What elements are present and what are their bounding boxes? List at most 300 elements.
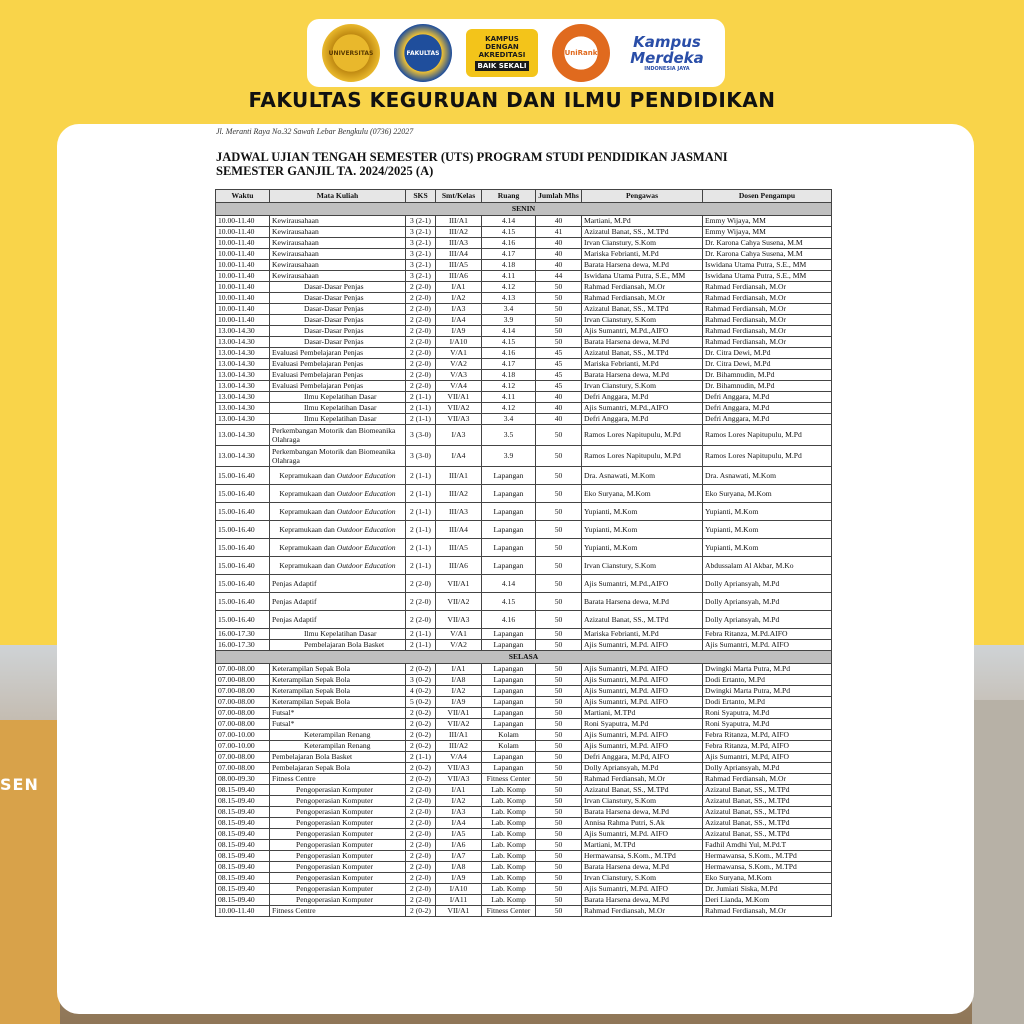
table-cell: Barata Harsena dewa, M.Pd [582, 862, 703, 873]
table-cell: Fitness Center [482, 774, 536, 785]
table-cell: Lapangan [482, 503, 536, 521]
table-cell: V/A2 [436, 640, 482, 651]
table-cell: Lapangan [482, 708, 536, 719]
table-cell: 50 [536, 326, 582, 337]
table-cell: Rahmad Ferdiansah, M.Or [703, 304, 832, 315]
table-cell: 4.15 [482, 227, 536, 238]
table-row [216, 260, 832, 271]
table-row [216, 851, 832, 862]
table-cell: Yupianti, M.Kom [582, 503, 703, 521]
table-cell: 45 [536, 370, 582, 381]
table-row [216, 271, 832, 282]
table-cell: I/A8 [436, 862, 482, 873]
table-cell: III/A1 [436, 467, 482, 485]
table-cell: 2 (0-2) [406, 730, 436, 741]
table-row [216, 370, 832, 381]
table-cell: Kewirausahaan [270, 216, 406, 227]
table-cell: 50 [536, 282, 582, 293]
table-cell: 2 (1-1) [406, 752, 436, 763]
table-cell: Pengoperasian Komputer [270, 840, 406, 851]
table-cell: 13.00-14.30 [216, 414, 270, 425]
table-cell: 50 [536, 539, 582, 557]
address: Jl. Meranti Raya No.32 Sawah Lebar Bengkulu (0736) 22027 [216, 127, 414, 136]
table-cell: 15.00-16.40 [216, 521, 270, 539]
table-cell: III/A2 [436, 485, 482, 503]
table-cell: 4.18 [482, 370, 536, 381]
table-cell: Azizatul Banat, SS., M.TPd [703, 785, 832, 796]
table-cell: I/A2 [436, 796, 482, 807]
table-cell: Mariska Febrianti, M.Pd [582, 629, 703, 640]
table-cell: Irvan Cianstury, S.Kom [582, 238, 703, 249]
table-cell: Kepramukaan dan Outdoor Education [270, 503, 406, 521]
table-cell: Defri Anggara, M.Pd [582, 414, 703, 425]
table-cell: Evaluasi Pembelajaran Penjas [270, 359, 406, 370]
table-cell: I/A1 [436, 785, 482, 796]
table-cell: Ajis Sumantri, M.Pd. AIFO [582, 640, 703, 651]
table-cell: 41 [536, 227, 582, 238]
table-cell: III/A2 [436, 741, 482, 752]
table-cell: 10.00-11.40 [216, 315, 270, 326]
document-title-line2: SEMESTER GANJIL TA. 2024/2025 (A) [216, 164, 434, 178]
table-row [216, 730, 832, 741]
table-cell: Pengoperasian Komputer [270, 873, 406, 884]
table-cell: Iswidana Utama Putra, S.E., MM [703, 271, 832, 282]
table-cell: V/A4 [436, 381, 482, 392]
table-cell: 5 (0-2) [406, 697, 436, 708]
table-body [216, 203, 832, 917]
table-cell: 10.00-11.40 [216, 238, 270, 249]
table-cell: 4 (0-2) [406, 686, 436, 697]
table-cell: 15.00-16.40 [216, 503, 270, 521]
table-row [216, 425, 832, 446]
table-cell: Dra. Asnawati, M.Kom [703, 467, 832, 485]
table-cell: Futsal* [270, 719, 406, 730]
table-cell: 40 [536, 260, 582, 271]
exam-schedule-table [215, 189, 832, 917]
table-cell: Dasar-Dasar Penjas [270, 326, 406, 337]
table-cell: 07.00-08.00 [216, 708, 270, 719]
table-cell: 50 [536, 730, 582, 741]
table-row [216, 304, 832, 315]
table-cell: 2 (1-1) [406, 403, 436, 414]
table-cell: 4.12 [482, 381, 536, 392]
table-cell: Ajis Sumantri, M.Pd.,AIFO [582, 575, 703, 593]
table-cell: 4.13 [482, 293, 536, 304]
table-cell: Keterampilan Sepak Bola [270, 686, 406, 697]
table-cell: 50 [536, 593, 582, 611]
table-cell: 50 [536, 862, 582, 873]
table-cell: Lapangan [482, 485, 536, 503]
table-cell: Fitness Centre [270, 906, 406, 917]
table-cell: 50 [536, 686, 582, 697]
table-cell: 50 [536, 719, 582, 730]
background-building [0, 720, 60, 1024]
table-cell: VII/A3 [436, 763, 482, 774]
table-cell: Ajis Sumantri, M.Pd. AIFO [582, 675, 703, 686]
column-header: SKS [406, 190, 436, 203]
table-cell: Lab. Komp [482, 840, 536, 851]
table-cell: Lapangan [482, 719, 536, 730]
table-cell: 4.12 [482, 403, 536, 414]
table-cell: Dasar-Dasar Penjas [270, 315, 406, 326]
table-cell: 50 [536, 629, 582, 640]
table-cell: Lapangan [482, 539, 536, 557]
table-cell: Ajis Sumantri, M.Pd. AIFO [582, 697, 703, 708]
table-cell: 40 [536, 238, 582, 249]
table-cell: Dra. Asnawati, M.Kom [582, 467, 703, 485]
table-cell: 2 (2-0) [406, 796, 436, 807]
table-cell: 50 [536, 763, 582, 774]
table-cell: 13.00-14.30 [216, 348, 270, 359]
table-cell: 50 [536, 337, 582, 348]
table-cell: III/A3 [436, 238, 482, 249]
table-cell: Ramos Lores Napitupulu, M.Pd [582, 446, 703, 467]
table-cell: Penjas Adaptif [270, 575, 406, 593]
table-cell: Pengoperasian Komputer [270, 862, 406, 873]
table-cell: 08.15-09.40 [216, 873, 270, 884]
table-cell: Iswidana Utama Putra, S.E., MM [582, 271, 703, 282]
table-cell: 15.00-16.40 [216, 557, 270, 575]
table-cell: Rahmad Ferdiansah, M.Or [703, 315, 832, 326]
table-cell: Dr. Karona Cahya Susena, M.M [703, 249, 832, 260]
table-row [216, 557, 832, 575]
table-cell: Defri Anggara, M.Pd [703, 414, 832, 425]
table-cell: Emmy Wijaya, MM [703, 227, 832, 238]
table-cell: 2 (0-2) [406, 719, 436, 730]
table-cell: Rahmad Ferdiansah, M.Or [703, 337, 832, 348]
table-cell: 50 [536, 640, 582, 651]
university-logo: UNIVERSITAS [322, 24, 380, 82]
table-row [216, 785, 832, 796]
table-cell: Ajis Sumantri, M.Pd. AIFO [582, 829, 703, 840]
table-cell: 40 [536, 216, 582, 227]
table-cell: 08.15-09.40 [216, 884, 270, 895]
table-cell: 4.15 [482, 337, 536, 348]
table-cell: Iswidana Utama Putra, S.E., MM [703, 260, 832, 271]
table-cell: Lab. Komp [482, 873, 536, 884]
table-cell: 3 (2-1) [406, 216, 436, 227]
logo-bar [307, 19, 725, 87]
table-cell: 08.00-09.30 [216, 774, 270, 785]
table-cell: 2 (2-0) [406, 818, 436, 829]
table-row [216, 282, 832, 293]
table-cell: 2 (2-0) [406, 359, 436, 370]
table-cell: 50 [536, 906, 582, 917]
table-cell: 4.17 [482, 359, 536, 370]
table-cell: 13.00-14.30 [216, 326, 270, 337]
table-cell: 08.15-09.40 [216, 895, 270, 906]
table-cell: Defri Anggara, M.Pd [703, 403, 832, 414]
table-cell: Irvan Cianstury, S.Kom [582, 381, 703, 392]
table-cell: V/A1 [436, 348, 482, 359]
table-cell: I/A2 [436, 293, 482, 304]
table-cell: 50 [536, 807, 582, 818]
table-cell: Eko Suryana, M.Kom [703, 873, 832, 884]
table-cell: Kewirausahaan [270, 238, 406, 249]
table-cell: Dasar-Dasar Penjas [270, 304, 406, 315]
table-cell: Evaluasi Pembelajaran Penjas [270, 348, 406, 359]
table-cell: 2 (2-0) [406, 348, 436, 359]
table-cell: 08.15-09.40 [216, 785, 270, 796]
table-cell: V/A3 [436, 370, 482, 381]
table-cell: 4.14 [482, 216, 536, 227]
table-cell: Ajis Sumantri, M.Pd. AIFO [703, 640, 832, 651]
table-cell: Lab. Komp [482, 862, 536, 873]
table-cell: Lab. Komp [482, 829, 536, 840]
table-cell: Pengoperasian Komputer [270, 785, 406, 796]
column-header: Waktu [216, 190, 270, 203]
table-cell: 10.00-11.40 [216, 304, 270, 315]
table-cell: Dodi Ertanto, M.Pd [703, 675, 832, 686]
table-cell: 4.14 [482, 575, 536, 593]
table-row [216, 392, 832, 403]
table-cell: 08.15-09.40 [216, 829, 270, 840]
table-cell: 2 (2-0) [406, 575, 436, 593]
day-label: SELASA [216, 651, 832, 664]
table-cell: Azizatul Banat, SS., M.TPd [582, 227, 703, 238]
accreditation-logo: KAMPUS DENGAN AKREDITASI BAIK SEKALI [466, 29, 538, 77]
table-cell: Martiani, M.Pd [582, 216, 703, 227]
table-cell: I/A9 [436, 326, 482, 337]
table-cell: Hermawansa, S.Kom., M.TPd [582, 851, 703, 862]
table-cell: 2 (2-0) [406, 884, 436, 895]
table-cell: Irvan Cianstury, S.Kom [582, 873, 703, 884]
table-cell: 3.9 [482, 315, 536, 326]
table-row [216, 675, 832, 686]
table-cell: Ilmu Kepelatihan Dasar [270, 403, 406, 414]
table-cell: I/A8 [436, 675, 482, 686]
table-cell: III/A1 [436, 216, 482, 227]
table-cell: Ajis Sumantri, M.Pd. AIFO [582, 664, 703, 675]
table-cell: 08.15-09.40 [216, 796, 270, 807]
unirank-logo: UniRank [552, 24, 610, 82]
table-cell: 2 (2-0) [406, 282, 436, 293]
table-cell: 2 (0-2) [406, 774, 436, 785]
table-cell: III/A3 [436, 503, 482, 521]
table-cell: Lab. Komp [482, 785, 536, 796]
table-cell: Dodi Ertanto, M.Pd [703, 697, 832, 708]
table-cell: 2 (2-0) [406, 785, 436, 796]
table-row [216, 774, 832, 785]
table-cell: 2 (1-1) [406, 485, 436, 503]
table-cell: Azizatul Banat, SS., M.TPd [582, 304, 703, 315]
table-cell: 3 (2-1) [406, 238, 436, 249]
table-cell: VII/A2 [436, 719, 482, 730]
table-cell: 3.4 [482, 414, 536, 425]
table-cell: 3 (2-1) [406, 260, 436, 271]
table-cell: 2 (1-1) [406, 629, 436, 640]
table-cell: 2 (2-0) [406, 840, 436, 851]
table-cell: 50 [536, 675, 582, 686]
table-cell: Penjas Adaptif [270, 593, 406, 611]
table-cell: 3 (2-1) [406, 227, 436, 238]
table-cell: Azizatul Banat, SS., M.TPd [703, 796, 832, 807]
table-cell: VII/A2 [436, 593, 482, 611]
table-cell: 10.00-11.40 [216, 282, 270, 293]
table-row [216, 381, 832, 392]
table-cell: Deri Lianda, M.Kom [703, 895, 832, 906]
table-cell: Martiani, M.TPd [582, 840, 703, 851]
column-header: Smt/Kelas [436, 190, 482, 203]
table-cell: 2 (2-0) [406, 304, 436, 315]
table-cell: 2 (1-1) [406, 640, 436, 651]
table-cell: 50 [536, 840, 582, 851]
table-cell: Ajis Sumantri, M.Pd. AIFO [582, 686, 703, 697]
table-cell: V/A2 [436, 359, 482, 370]
table-cell: 3.4 [482, 304, 536, 315]
table-row [216, 752, 832, 763]
table-row [216, 485, 832, 503]
table-row [216, 697, 832, 708]
table-cell: 50 [536, 884, 582, 895]
table-cell: 50 [536, 829, 582, 840]
table-cell: I/A1 [436, 664, 482, 675]
table-cell: 10.00-11.40 [216, 293, 270, 304]
table-cell: Dolly Apriansyah, M.Pd [582, 763, 703, 774]
table-cell: 10.00-11.40 [216, 216, 270, 227]
table-cell: 13.00-14.30 [216, 392, 270, 403]
table-cell: Febra Ritanza, M.Pd.AIFO [703, 629, 832, 640]
table-cell: Dr. Bihamnudin, M.Pd [703, 381, 832, 392]
table-cell: 2 (0-2) [406, 906, 436, 917]
table-cell: Pengoperasian Komputer [270, 829, 406, 840]
table-cell: Kewirausahaan [270, 249, 406, 260]
table-cell: 10.00-11.40 [216, 260, 270, 271]
table-cell: Ajis Sumantri, M.Pd.,AIFO [582, 403, 703, 414]
document-title-line1: JADWAL UJIAN TENGAH SEMESTER (UTS) PROGRAM STUDI PENDIDIKAN JASMANI [216, 150, 728, 164]
table-cell: 08.15-09.40 [216, 840, 270, 851]
table-cell: Barata Harsena dewa, M.Pd [582, 337, 703, 348]
table-cell: 3 (3-0) [406, 446, 436, 467]
table-cell: Ajis Sumantri, M.Pd. AIFO [582, 884, 703, 895]
table-cell: 2 (2-0) [406, 593, 436, 611]
table-row [216, 611, 832, 629]
table-row [216, 446, 832, 467]
table-cell: Lab. Komp [482, 884, 536, 895]
table-cell: 4.17 [482, 249, 536, 260]
table-cell: 2 (2-0) [406, 337, 436, 348]
table-cell: Dolly Apriansyah, M.Pd [703, 575, 832, 593]
table-cell: 50 [536, 697, 582, 708]
table-cell: 2 (2-0) [406, 829, 436, 840]
table-cell: Ilmu Kepelatihan Dasar [270, 629, 406, 640]
table-cell: I/A3 [436, 425, 482, 446]
table-row [216, 414, 832, 425]
day-row [216, 203, 832, 216]
table-cell: 50 [536, 796, 582, 807]
table-row [216, 593, 832, 611]
table-cell: 50 [536, 304, 582, 315]
table-cell: Fadhil Amdhi Yul, M.Pd.T [703, 840, 832, 851]
table-cell: 3 (2-1) [406, 271, 436, 282]
table-cell: 2 (2-0) [406, 293, 436, 304]
table-cell: I/A9 [436, 697, 482, 708]
table-cell: Yupianti, M.Kom [582, 521, 703, 539]
table-cell: Dasar-Dasar Penjas [270, 337, 406, 348]
table-cell: Dasar-Dasar Penjas [270, 293, 406, 304]
table-cell: Futsal* [270, 708, 406, 719]
table-cell: Kewirausahaan [270, 227, 406, 238]
table-cell: Ramos Lores Napitupulu, M.Pd [582, 425, 703, 446]
table-cell: Yupianti, M.Kom [582, 539, 703, 557]
table-cell: Perkembangan Motorik dan Biomeanika Olahraga [270, 446, 406, 467]
table-cell: Pengoperasian Komputer [270, 884, 406, 895]
table-cell: 15.00-16.40 [216, 539, 270, 557]
table-cell: 13.00-14.30 [216, 381, 270, 392]
table-cell: 40 [536, 403, 582, 414]
table-row [216, 895, 832, 906]
table-row [216, 227, 832, 238]
table-cell: 3 (0-2) [406, 675, 436, 686]
table-cell: Irvan Cianstury, S.Kom [582, 315, 703, 326]
table-cell: 07.00-08.00 [216, 686, 270, 697]
table-cell: Eko Suryana, M.Kom [703, 485, 832, 503]
table-cell: 2 (2-0) [406, 807, 436, 818]
table-cell: 2 (1-1) [406, 557, 436, 575]
table-cell: Kepramukaan dan Outdoor Education [270, 539, 406, 557]
table-cell: Keterampilan Sepak Bola [270, 675, 406, 686]
table-cell: Dr. Citra Dewi, M.Pd [703, 359, 832, 370]
table-cell: III/A6 [436, 557, 482, 575]
table-cell: 50 [536, 818, 582, 829]
table-row [216, 539, 832, 557]
table-cell: Rahmad Ferdiansah, M.Or [582, 282, 703, 293]
table-cell: III/A5 [436, 539, 482, 557]
background-sign: SEN [0, 775, 39, 794]
table-cell: Eko Suryana, M.Kom [582, 485, 703, 503]
table-cell: 07.00-08.00 [216, 719, 270, 730]
table-cell: Lab. Komp [482, 807, 536, 818]
table-cell: VII/A3 [436, 611, 482, 629]
table-cell: Lapangan [482, 629, 536, 640]
table-cell: 2 (1-1) [406, 521, 436, 539]
table-cell: Febra Ritanza, M.Pd, AIFO [703, 741, 832, 752]
table-cell: 50 [536, 575, 582, 593]
faculty-title: FAKULTAS KEGURUAN DAN ILMU PENDIDIKAN [248, 88, 776, 112]
table-row [216, 829, 832, 840]
table-row [216, 708, 832, 719]
table-cell: Fitness Centre [270, 774, 406, 785]
table-cell: 10.00-11.40 [216, 227, 270, 238]
table-cell: Ilmu Kepelatihan Dasar [270, 414, 406, 425]
table-row [216, 403, 832, 414]
table-cell: 3.5 [482, 425, 536, 446]
table-cell: Barata Harsena dewa, M.Pd [582, 895, 703, 906]
table-cell: 2 (2-0) [406, 381, 436, 392]
table-row [216, 467, 832, 485]
table-cell: 2 (2-0) [406, 873, 436, 884]
table-cell: 3.9 [482, 446, 536, 467]
table-cell: Dwingki Marta Putra, M.Pd [703, 664, 832, 675]
table-cell: Azizatul Banat, SS., M.TPd [703, 807, 832, 818]
table-header-row [216, 190, 832, 203]
table-cell: 50 [536, 752, 582, 763]
table-cell: 50 [536, 873, 582, 884]
table-cell: Defri Anggara, M.Pd [703, 392, 832, 403]
table-cell: VII/A1 [436, 906, 482, 917]
table-cell: Keterampilan Sepak Bola [270, 697, 406, 708]
table-cell: Rahmad Ferdiansah, M.Or [703, 282, 832, 293]
table-cell: Roni Syaputra, M.Pd [582, 719, 703, 730]
table-cell: Lapangan [482, 467, 536, 485]
table-cell: Barata Harsena dewa, M.Pd [582, 593, 703, 611]
table-row [216, 575, 832, 593]
table-cell: Roni Syaputra, M.Pd [703, 719, 832, 730]
table-cell: 2 (2-0) [406, 370, 436, 381]
table-cell: I/A4 [436, 315, 482, 326]
table-cell: Pembelajaran Bola Basket [270, 752, 406, 763]
table-row [216, 348, 832, 359]
